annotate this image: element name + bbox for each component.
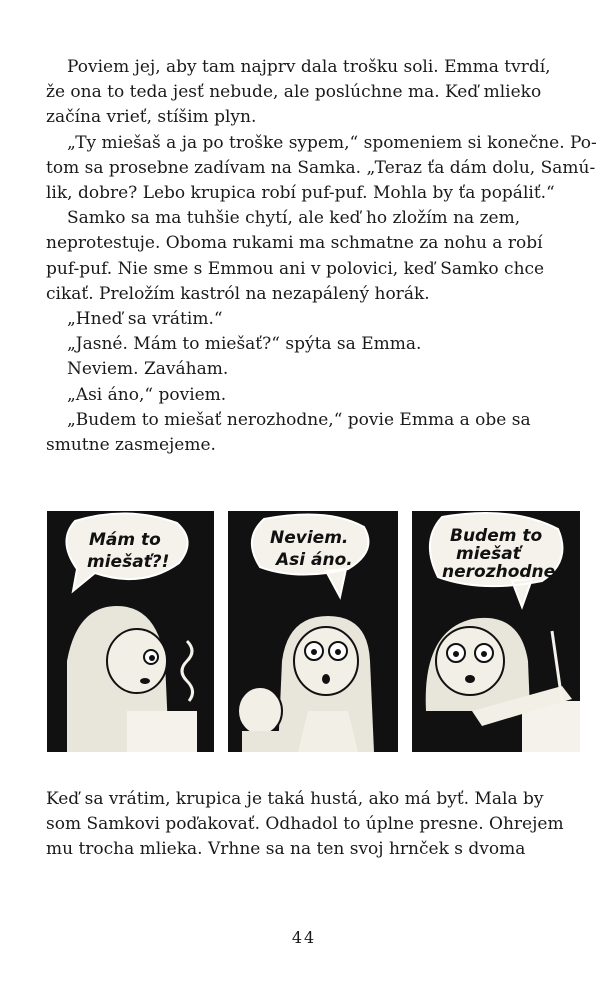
- bottom-text: [46, 787, 566, 863]
- text-line: „Hneď sa vrátim.“: [67, 309, 223, 330]
- bubble-line: Budem to: [450, 526, 543, 546]
- text-line: Samko sa ma tuhšie chytí, ale keď ho zložím na zem,: [67, 208, 521, 229]
- text-line: „Jasné. Mám to miešať?“ spýta sa Emma.: [67, 334, 422, 355]
- text-line: tom sa prosebne zadívam na Samka. „Teraz ťa dám dolu, Samú-: [46, 157, 596, 178]
- comic-panel-3: [412, 511, 580, 752]
- pot: [127, 711, 197, 752]
- bubble-line: Neviem.: [270, 528, 349, 548]
- bubble-line: miešať?!: [87, 552, 170, 572]
- text-line: Neviem. Zaváham.: [67, 359, 229, 380]
- text-line: „Ty miešaš a ja po troške sypem,“ spomeniem si konečne. Po-: [67, 132, 597, 153]
- comic-strip: [47, 511, 580, 752]
- text-line: puf-puf. Nie sme s Emmou ani v polovici, keď Samko chce: [46, 258, 545, 279]
- comic-panel-1: [47, 511, 214, 752]
- emma-face: [436, 627, 504, 695]
- bubble-line: Asi áno.: [276, 550, 353, 570]
- bubble-line: miešať: [456, 544, 521, 564]
- text-line: neprotestuje. Oboma rukami ma schmatne za nohu a robí: [46, 233, 543, 254]
- text-line: mu trocha mlieka. Vrhne sa na ten svoj hrnček s dvoma: [46, 839, 526, 860]
- text-line: „Asi áno,“ poviem.: [67, 384, 227, 405]
- emma-face: [107, 629, 167, 693]
- comic-panel-2: [228, 511, 398, 752]
- text-line: lik, dobre? Lebo krupica robí puf-puf. Mohla by ťa popáliť.“: [46, 183, 555, 204]
- text-line: cikať. Preložím kastról na nezapálený horák.: [46, 283, 430, 304]
- text-line: Keď sa vrátim, krupica je taká hustá, ako má byť. Mala by: [46, 789, 544, 809]
- top-text: [46, 55, 597, 458]
- text-line: začína vrieť, stíšim plyn.: [46, 107, 257, 128]
- page-number: 44: [291, 928, 317, 947]
- text-line: Poviem jej, aby tam najprv dala trošku soli. Emma tvrdí,: [67, 57, 551, 77]
- comic-panel-2-art: [228, 511, 398, 752]
- text-line: „Budem to miešať nerozhodne,“ povie Emma a obe sa: [67, 409, 531, 430]
- text-line: že ona to teda jesť nebude, ale poslúchne ma. Keď mlieko: [46, 82, 542, 103]
- mother-face: [294, 627, 358, 695]
- bubble-line: nerozhodne.: [442, 562, 562, 582]
- text-line: som Samkovi poďakovať. Odhadol to úplne presne. Ohrejem: [46, 814, 564, 835]
- comic-panel-1-art: [47, 511, 214, 752]
- text-line: smutne zasmejeme.: [46, 435, 216, 456]
- samko-head: [238, 687, 282, 735]
- bubble-line: Mám to: [89, 530, 161, 550]
- comic-panel-3-art: [412, 511, 580, 752]
